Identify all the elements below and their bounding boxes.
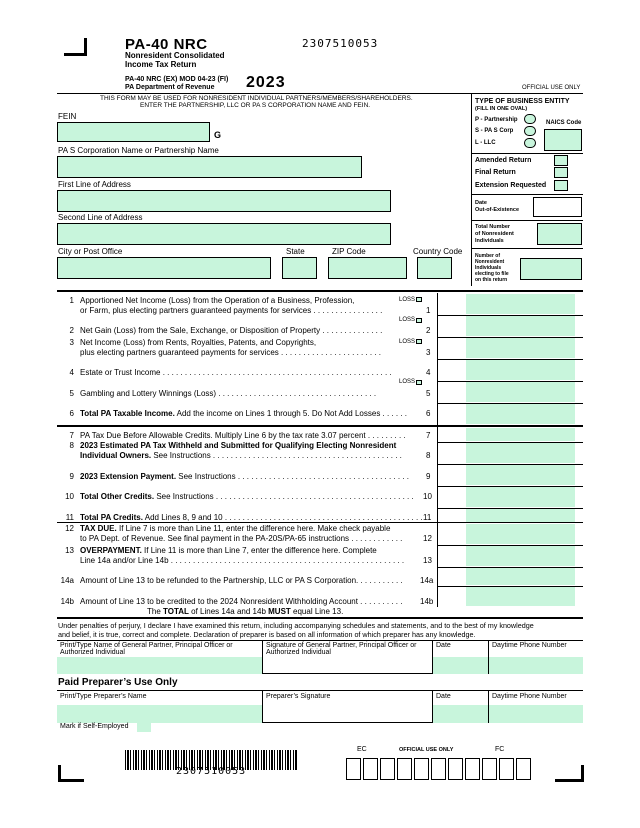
line-1-amount[interactable] [466, 294, 575, 314]
fein-label: FEIN [58, 112, 77, 121]
office-use-box [414, 758, 429, 780]
line-7-ref: 7 [426, 431, 431, 440]
final-checkbox[interactable] [554, 167, 568, 178]
line-1-loss: LOSS [399, 297, 416, 303]
office-use-box [499, 758, 514, 780]
sig-name-label-2: Authorized Individual [60, 649, 125, 656]
line-8-bold: 2023 Estimated PA Tax Withheld and Submitted for Qualifying Electing Nonresident [80, 441, 397, 450]
line-8-ref: 8 [426, 451, 431, 460]
country-label: Country Code [413, 247, 463, 256]
zip-field[interactable] [328, 257, 407, 279]
corner-mark-bl-h [58, 779, 84, 782]
line-5-ref: 5 [426, 389, 431, 398]
line-13-text [80, 546, 377, 555]
line-1-text1: Apportioned Net Income (Loss) from the Operation of a Business, Profession, [80, 296, 355, 305]
corner-mark-br-h [555, 779, 584, 782]
officer-date-field[interactable] [433, 657, 488, 674]
form-subtitle-1: Nonresident Consolidated [125, 51, 225, 60]
mod-line: PA-40 NRC (EX) MOD 04-23 (FI) [125, 76, 229, 83]
entity-s-oval[interactable] [524, 126, 536, 136]
date-oute-label1: Date [475, 200, 487, 206]
side-rule-4 [471, 248, 583, 249]
line-3-text1: Net Income (Loss) from Rents, Royalties, Patents, and Copyrights, [80, 338, 317, 347]
line-14b-no: 14b [60, 597, 74, 606]
form-subtitle-2: Income Tax Return [125, 60, 197, 69]
prep-phone-label: Daytime Phone Number [492, 693, 567, 700]
preparer-name-field[interactable] [57, 705, 262, 723]
notice-1: THIS FORM MAY BE USED FOR NONRESIDENT INDIVIDUAL PARTNERS/MEMBERS/SHAREHOLDERS. [100, 95, 413, 102]
line-4-text1: Estate or Trust Income . . . . . . . . . . . . . . . . . . . . . . . . . . . . . . . . . . . . . . . . . . . . . . . . . . . . [80, 368, 392, 377]
line-3-ref: 3 [426, 348, 431, 357]
line-8-text2 [80, 451, 402, 460]
total-label-2: of Nonresident [475, 231, 514, 237]
nonres-label-1: Number of [475, 253, 500, 259]
office-use-box [465, 758, 480, 780]
extension-label: Extension Requested [475, 182, 547, 189]
city-field[interactable] [57, 257, 271, 279]
prep-date-label: Date [436, 693, 451, 700]
line-11-bold: Total PA Credits. [80, 513, 143, 522]
line-13-amount[interactable] [466, 546, 575, 566]
line-10-ref: 10 [423, 492, 432, 501]
line-11-text [80, 513, 423, 522]
official-use-top: OFFICIAL USE ONLY [522, 85, 581, 91]
line-5-loss: LOSS [399, 379, 416, 385]
sig-phone-label: Daytime Phone Number [492, 642, 567, 649]
line-11-text1: Add Lines 8, 9 and 10 . . . . . . . . . . . . . . . . . . . . . . . . . . . . . . . . . . . . . . . . . . . . . [142, 513, 423, 522]
nonres-label-4: electing to file [475, 271, 509, 277]
address-line1-field[interactable] [57, 190, 391, 212]
preparer-signature-field[interactable] [263, 705, 432, 723]
line-1-no: 1 [69, 296, 74, 305]
date-oute-label2: Out-of-Existence [475, 207, 520, 213]
preparer-title: Paid Preparer’s Use Only [58, 677, 178, 688]
barcode-number-bottom: 2307510053 [176, 766, 247, 777]
l-label: L - LLC [475, 140, 496, 146]
sig-sig-label-1: Signature of General Partner, Principal Officer or [266, 642, 417, 649]
nonres-label-3: Individuals [475, 265, 502, 271]
line-14b-text1: Amount of Line 13 to be credited to the 2024 Nonresident Withholding Account . . . . . . . . . . [80, 597, 403, 606]
line-10-amount[interactable] [466, 487, 575, 507]
sig-sig-label-2: Authorized Individual [266, 649, 331, 656]
line-14a-text1: Amount of Line 13 to be refunded to the Partnership, LLC or PA S Corporation. . . . . . . . . . . [80, 576, 403, 585]
line-5-amount[interactable] [466, 382, 575, 402]
amended-label: Amended Return [475, 157, 532, 164]
total-note-d: MUST [268, 607, 291, 616]
entity-p-oval[interactable] [524, 114, 536, 124]
line-10-no: 10 [65, 492, 74, 501]
line-4-amount[interactable] [466, 360, 575, 380]
line-2-no: 2 [69, 326, 74, 335]
prep-name-label: Print/Type Preparer’s Name [60, 693, 147, 700]
sig-name-label-1: Print/Type Name of General Partner, Principal Officer or [60, 642, 233, 649]
line-13-no: 13 [65, 546, 74, 555]
total-note-b: TOTAL [163, 607, 189, 616]
zip-label: ZIP Code [332, 247, 366, 256]
line-2-text1: Net Gain (Loss) from the Sale, Exchange, or Disposition of Property . . . . . . . . . . . . . . [80, 326, 383, 335]
entity-l-oval[interactable] [524, 138, 536, 148]
lines-bottom-rule [57, 617, 583, 619]
line-13-text2: Line 14a and/or Line 14b . . . . . . . . . . . . . . . . . . . . . . . . . . . . . . . . . . . . . . . . . . . . . . . . . . . . . [80, 556, 405, 565]
g-label: G [214, 130, 222, 140]
electing-nonresident-field[interactable] [520, 258, 582, 280]
line-2-loss: LOSS [399, 317, 416, 323]
dept-line: PA Department of Revenue [125, 84, 215, 91]
line-9-text [80, 472, 409, 481]
line-14b-amount[interactable] [466, 587, 575, 606]
entity-name-field[interactable] [57, 156, 362, 178]
line-5-loss-box[interactable] [416, 380, 422, 385]
addr2-label: Second Line of Address [58, 213, 143, 222]
line-6-no: 6 [69, 409, 74, 418]
total-note-c: of Lines 14a and 14b [188, 607, 269, 616]
country-field[interactable] [417, 257, 452, 279]
form-code: PA-40 NRC [125, 36, 208, 53]
p-label: P - Partnership [475, 117, 518, 123]
preparer-phone-field[interactable] [489, 705, 583, 723]
line-3-no: 3 [69, 338, 74, 347]
office-use-box [380, 758, 395, 780]
barcode-number-top: 2307510053 [302, 37, 379, 50]
line-8-no: 8 [69, 441, 74, 450]
line-1-text2: or Farm, plus electing partners guaranteed payments for services . . . . . . . . . . . . . . . . [80, 306, 383, 315]
ec-label: EC [357, 746, 367, 753]
line-12-text [80, 524, 390, 533]
line-14a-ref: 14a [420, 576, 434, 585]
line-2-amount[interactable] [466, 316, 575, 336]
line-1-ref: 1 [426, 306, 431, 315]
preparer-date-field[interactable] [433, 705, 488, 723]
line-8-text2-span: See Instructions . . . . . . . . . . . . . . . . . . . . . . . . . . . . . . . . . . . . . . . . . . . [151, 451, 402, 460]
state-field[interactable] [282, 257, 317, 279]
total-label-1: Total Number [475, 224, 511, 230]
extension-checkbox[interactable] [554, 180, 568, 191]
line-14b-ref: 14b [420, 597, 434, 606]
line-12-amount[interactable] [466, 524, 575, 544]
office-use-box [516, 758, 531, 780]
date-out-of-existence-field[interactable] [533, 197, 582, 217]
line-10-bold: Total Other Credits. [80, 492, 155, 501]
notice-2: ENTER THE PARTNERSHIP, LLC OR PA S CORPORATION NAME AND FEIN. [140, 102, 371, 109]
type-sub: (FILL IN ONE OVAL) [475, 106, 528, 112]
line-6-ref: 6 [426, 409, 431, 418]
corner-mark-tl-h [64, 53, 87, 56]
line-9-amount[interactable] [466, 465, 575, 485]
line-12-bold: TAX DUE. [80, 524, 117, 533]
line-6-text1: Add the income on Lines 1 through 5. Do Not Add Losses . . . . . . [174, 409, 407, 418]
type-title: TYPE OF BUSINESS ENTITY [475, 98, 570, 105]
line-8-bold2: Individual Owners. [80, 451, 152, 460]
side-rule-1 [471, 153, 583, 154]
line-7-no: 7 [69, 431, 74, 440]
sig-date-label: Date [436, 642, 451, 649]
state-label: State [286, 247, 305, 256]
line-3-loss-box[interactable] [416, 339, 422, 344]
line-3-text2: plus electing partners guaranteed payments for services . . . . . . . . . . . . . . . . . . . . . . . [80, 348, 382, 357]
nonres-label-5: on this return [475, 277, 508, 283]
lines-top-rule [57, 290, 583, 292]
prep-sig-label: Preparer’s Signature [266, 693, 331, 700]
line-2-ref: 2 [426, 326, 431, 335]
line-4-ref: 4 [426, 368, 431, 377]
officer-phone-field[interactable] [489, 657, 583, 674]
line-8-amount[interactable] [466, 443, 575, 463]
line-13-bold: OVERPAYMENT. [80, 546, 142, 555]
office-use-box [346, 758, 361, 780]
perjury-line-2: and belief, it is true, correct and complete. Declaration of preparer is based on all information of which preparer has any knowledge. [58, 630, 476, 639]
line-11-no: 11 [65, 513, 74, 522]
line-13-ref: 13 [423, 556, 432, 565]
line-13-text1: If Line 11 is more than Line 7, enter the difference here. Complete [141, 546, 377, 555]
line-6-bold: Total PA Taxable Income. [80, 409, 175, 418]
side-rule-3 [471, 220, 583, 221]
line-14a-no: 14a [60, 576, 74, 585]
officer-signature-field[interactable] [263, 657, 432, 674]
office-use-box [397, 758, 412, 780]
line-2-loss-box[interactable] [416, 318, 422, 323]
line-6-rule [57, 425, 583, 427]
amended-checkbox[interactable] [554, 155, 568, 166]
line-11-amount[interactable] [466, 509, 575, 522]
line-6-amount[interactable] [466, 404, 575, 424]
tax-year: 2023 [246, 74, 286, 91]
line-11-rule [57, 522, 583, 523]
name-label: PA S Corporation Name or Partnership Name [58, 146, 219, 155]
line-7-amount[interactable] [466, 428, 575, 441]
line-6-text [80, 409, 407, 418]
address-line2-field[interactable] [57, 223, 391, 245]
line-7-text1: PA Tax Due Before Allowable Credits. Multiply Line 6 by the tax rate 3.07 percent . . . . . . . . . [80, 431, 406, 440]
city-label: City or Post Office [58, 247, 123, 256]
line-12-text1: If Line 7 is more than Line 11, enter the difference here. Make check payable [116, 524, 391, 533]
line-4-no: 4 [69, 368, 74, 377]
total-note-a: The [147, 607, 164, 616]
office-use-box [448, 758, 463, 780]
office-use-box [482, 758, 497, 780]
nonres-label-2: Nonresident [475, 259, 505, 265]
line-10-text [80, 492, 414, 501]
line-5-text1: Gambling and Lottery Winnings (Loss) . . . . . . . . . . . . . . . . . . . . . . . . . . . . . . . . . . . . [80, 389, 377, 398]
perjury-line-1: Under penalties of perjury, I declare I have examined this return, including accompanying schedules and statements, and to the best of my knowledge [58, 621, 534, 630]
line-3-loss: LOSS [399, 339, 416, 345]
line-9-text1: See Instructions . . . . . . . . . . . . . . . . . . . . . . . . . . . . . . . . . . . . . . . [176, 472, 409, 481]
s-label: S - PA S Corp [475, 128, 514, 134]
office-use-box [363, 758, 378, 780]
official-use-bottom: OFFICIAL USE ONLY [399, 747, 454, 753]
total-note [147, 607, 343, 616]
line-5-no: 5 [69, 389, 74, 398]
total-label-3: Individuals [475, 238, 504, 244]
fein-field[interactable] [57, 122, 210, 142]
line-12-text2: to PA Dept. of Revenue. See final payment in the PA-20S/PA-65 instructions . . . . . . . . . . . . [80, 534, 403, 543]
line-10-text1: See Instructions . . . . . . . . . . . . . . . . . . . . . . . . . . . . . . . . . . . . . . . . . . . . . [154, 492, 414, 501]
line-3-amount[interactable] [466, 338, 575, 358]
addr1-label: First Line of Address [58, 180, 131, 189]
line-11-ref: 11 [423, 513, 432, 522]
line-9-no: 9 [69, 472, 74, 481]
line-8-text1 [80, 441, 396, 450]
total-nonresident-field[interactable] [537, 223, 582, 245]
self-employed-checkbox[interactable] [137, 720, 151, 732]
side-rule-2 [471, 194, 583, 195]
office-use-box [431, 758, 446, 780]
line-9-bold: 2023 Extension Payment. [80, 472, 177, 481]
naics-field[interactable] [544, 129, 582, 151]
fc-label: FC [495, 746, 505, 753]
line-12-ref: 12 [423, 534, 432, 543]
line-9-ref: 9 [426, 472, 431, 481]
naics-label: NAICS Code [546, 120, 582, 126]
final-label: Final Return [475, 169, 516, 176]
line-1-loss-box[interactable] [416, 297, 422, 302]
self-employed-label: Mark if Self-Employed [60, 723, 129, 730]
line-14a-amount[interactable] [466, 568, 575, 585]
total-note-e: equal Line 13. [290, 607, 344, 616]
line-12-no: 12 [65, 524, 74, 533]
officer-name-field[interactable] [57, 657, 262, 674]
